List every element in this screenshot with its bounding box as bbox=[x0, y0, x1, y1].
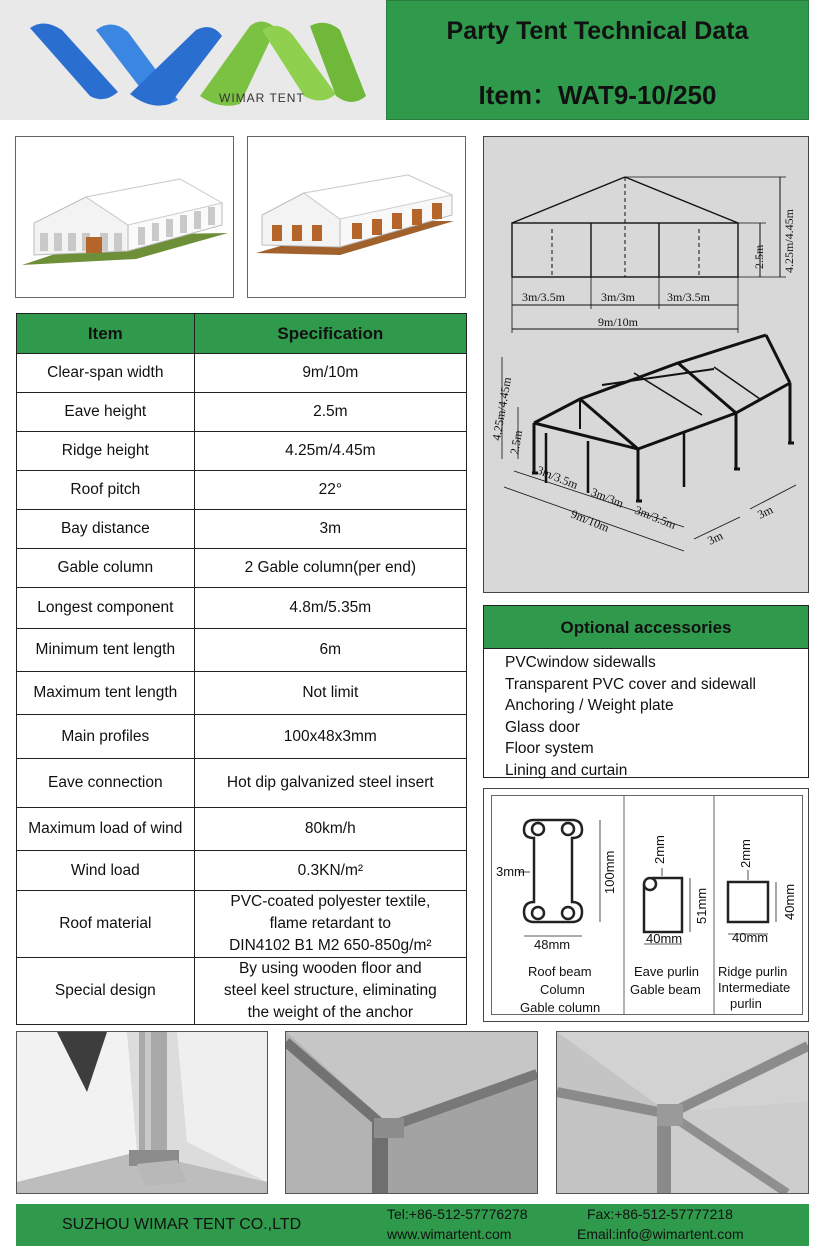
front-elevation bbox=[512, 177, 786, 333]
dim-iso-span: 9m/10m bbox=[568, 506, 612, 535]
spec-line: flame retardant to bbox=[269, 915, 392, 932]
table-row bbox=[17, 891, 467, 958]
row-item: Maximum load of wind bbox=[17, 808, 195, 851]
ridge-purlin-profile bbox=[728, 882, 768, 922]
ridge-purlin-caption: Ridge purlin bbox=[718, 964, 788, 979]
table-row bbox=[17, 471, 467, 510]
tent-image bbox=[16, 137, 233, 297]
phone-number: Tel:+86-512-57776278 bbox=[387, 1206, 528, 1222]
row-item: Wind load bbox=[17, 851, 195, 891]
accessories-panel bbox=[483, 605, 809, 778]
accessories-title: Optional accessories bbox=[484, 606, 808, 649]
row-spec: 3m bbox=[194, 510, 466, 549]
table-row bbox=[17, 629, 467, 672]
row-spec: 4.25m/4.45m bbox=[194, 432, 466, 471]
row-spec bbox=[194, 958, 466, 1025]
spec-line: steel keel structure, eliminating bbox=[223, 982, 437, 999]
dim-front-seg3: 3m/3.5m bbox=[667, 290, 711, 304]
row-spec: 4.8m/5.35m bbox=[194, 588, 466, 629]
website-link[interactable]: www.wimartent.com bbox=[387, 1226, 512, 1242]
logo-panel bbox=[0, 0, 386, 120]
table-row bbox=[17, 759, 467, 808]
table-row bbox=[17, 588, 467, 629]
row-item: Longest component bbox=[17, 588, 195, 629]
fax-number: Fax:+86-512-57777218 bbox=[587, 1206, 733, 1222]
brand-name: WIMAR TENT bbox=[219, 91, 305, 105]
column-header-specification: Specification bbox=[194, 314, 466, 354]
dim-front-seg1: 3m/3.5m bbox=[522, 290, 566, 304]
table-row bbox=[17, 851, 467, 891]
list-item: Transparent PVC cover and sidewall bbox=[505, 675, 756, 693]
row-spec: Hot dip galvanized steel insert bbox=[194, 759, 466, 808]
detail-photo-base-plate bbox=[16, 1031, 268, 1194]
ridge-purlin-height: 40mm bbox=[782, 883, 797, 920]
detail-image bbox=[17, 1032, 267, 1193]
roof-beam-caption: Roof beam bbox=[528, 964, 592, 979]
detail-photo-ridge-joint bbox=[556, 1031, 809, 1194]
row-spec: 6m bbox=[194, 629, 466, 672]
table-row bbox=[17, 808, 467, 851]
tent-photo-closed bbox=[15, 136, 234, 298]
profiles-panel bbox=[483, 788, 809, 1022]
row-item: Main profiles bbox=[17, 715, 195, 759]
row-spec bbox=[194, 891, 466, 958]
eave-purlin-profile bbox=[644, 878, 682, 932]
list-item: Anchoring / Weight plate bbox=[505, 697, 674, 715]
row-item: Clear-span width bbox=[17, 354, 195, 393]
wimar-logo bbox=[0, 0, 386, 120]
email-link[interactable]: Email:info@wimartent.com bbox=[577, 1226, 744, 1242]
spec-line: the weight of the anchor bbox=[247, 1004, 414, 1021]
tent-image bbox=[248, 137, 465, 297]
detail-image bbox=[286, 1032, 537, 1193]
spec-line: PVC-coated polyester textile, bbox=[230, 893, 431, 910]
row-item: Maximum tent length bbox=[17, 672, 195, 715]
row-item: Roof pitch bbox=[17, 471, 195, 510]
dim-iso-eave: 2.5m bbox=[507, 429, 526, 456]
eave-purlin-width: 40mm bbox=[646, 931, 683, 946]
row-item: Special design bbox=[17, 958, 195, 1025]
profiles-frame bbox=[491, 795, 803, 1015]
roof-beam-caption: Column bbox=[540, 982, 585, 997]
dim-front-eave: 2.5m bbox=[752, 244, 766, 269]
table-row bbox=[17, 432, 467, 471]
row-spec: 80km/h bbox=[194, 808, 466, 851]
spec-line: DIN4102 B1 M2 650-850g/m² bbox=[229, 937, 432, 954]
table-row bbox=[17, 549, 467, 588]
dim-iso-bay1: 3m bbox=[705, 528, 726, 548]
roof-beam-profile bbox=[524, 820, 582, 922]
roof-beam-height: 100mm bbox=[602, 850, 617, 894]
row-item: Roof material bbox=[17, 891, 195, 958]
technical-drawing bbox=[483, 136, 809, 593]
row-item: Ridge height bbox=[17, 432, 195, 471]
detail-photo-eave-corner bbox=[285, 1031, 538, 1194]
list-item: PVCwindow sidewalls bbox=[505, 654, 656, 671]
ridge-purlin-caption: Intermediate bbox=[718, 980, 791, 995]
row-spec: 22° bbox=[194, 471, 466, 510]
dim-front-seg2: 3m/3m bbox=[601, 290, 636, 304]
row-spec: 2 Gable column(per end) bbox=[194, 549, 466, 588]
roof-beam-width: 48mm bbox=[534, 937, 571, 952]
row-item: Minimum tent length bbox=[17, 629, 195, 672]
row-spec: 100x48x3mm bbox=[194, 715, 466, 759]
eave-purlin-thickness: 2mm bbox=[652, 835, 667, 864]
accessories-list bbox=[484, 649, 808, 782]
dim-iso-seg3: 3m/3.5m bbox=[632, 502, 679, 532]
spec-line: By using wooden floor and bbox=[238, 960, 422, 977]
row-item: Gable column bbox=[17, 549, 195, 588]
dim-iso-seg1: 3m/3.5m bbox=[534, 462, 581, 492]
row-spec: 9m/10m bbox=[194, 354, 466, 393]
dim-front-span: 9m/10m bbox=[598, 315, 639, 329]
row-spec: 2.5m bbox=[194, 393, 466, 432]
tent-frame-drawing bbox=[484, 137, 807, 591]
row-item: Eave height bbox=[17, 393, 195, 432]
eave-purlin-height: 51mm bbox=[694, 887, 709, 924]
list-item: Floor system bbox=[505, 740, 594, 758]
item-code: Item：WAT9-10/250 bbox=[478, 80, 717, 110]
ridge-purlin-caption: purlin bbox=[730, 996, 762, 1011]
row-item: Bay distance bbox=[17, 510, 195, 549]
table-row bbox=[17, 510, 467, 549]
roof-beam-thickness: 3mm bbox=[496, 864, 525, 879]
list-item: Glass door bbox=[505, 718, 580, 736]
title-panel bbox=[386, 0, 809, 120]
detail-image bbox=[557, 1032, 808, 1193]
eave-purlin-caption: Gable beam bbox=[630, 982, 701, 997]
footer-bar bbox=[16, 1204, 809, 1246]
list-item: Lining and curtain bbox=[505, 761, 628, 779]
table-row bbox=[17, 354, 467, 393]
row-item: Eave connection bbox=[17, 759, 195, 808]
page-title: Party Tent Technical Data bbox=[446, 17, 749, 45]
company-name: SUZHOU WIMAR TENT CO.,LTD bbox=[62, 1216, 302, 1233]
dim-iso-bay2: 3m bbox=[755, 502, 776, 522]
ridge-purlin-width: 40mm bbox=[732, 930, 769, 945]
spec-table bbox=[16, 313, 467, 1025]
roof-beam-caption: Gable column bbox=[520, 1000, 601, 1014]
profile-drawings bbox=[492, 796, 802, 1014]
dim-iso-seg2: 3m/3m bbox=[588, 484, 626, 511]
table-row bbox=[17, 958, 467, 1025]
table-row bbox=[17, 715, 467, 759]
dim-front-total: 4.25m/4.45m bbox=[782, 208, 796, 273]
row-spec: 0.3KN/m² bbox=[194, 851, 466, 891]
column-header-item: Item bbox=[17, 314, 195, 354]
row-spec: Not limit bbox=[194, 672, 466, 715]
table-header-row bbox=[17, 314, 467, 354]
eave-purlin-caption: Eave purlin bbox=[634, 964, 700, 979]
dim-iso-total: 4.25m/4.45m bbox=[489, 376, 515, 442]
table-row bbox=[17, 672, 467, 715]
ridge-purlin-thickness: 2mm bbox=[738, 839, 753, 868]
tent-photo-open bbox=[247, 136, 466, 298]
table-row bbox=[17, 393, 467, 432]
